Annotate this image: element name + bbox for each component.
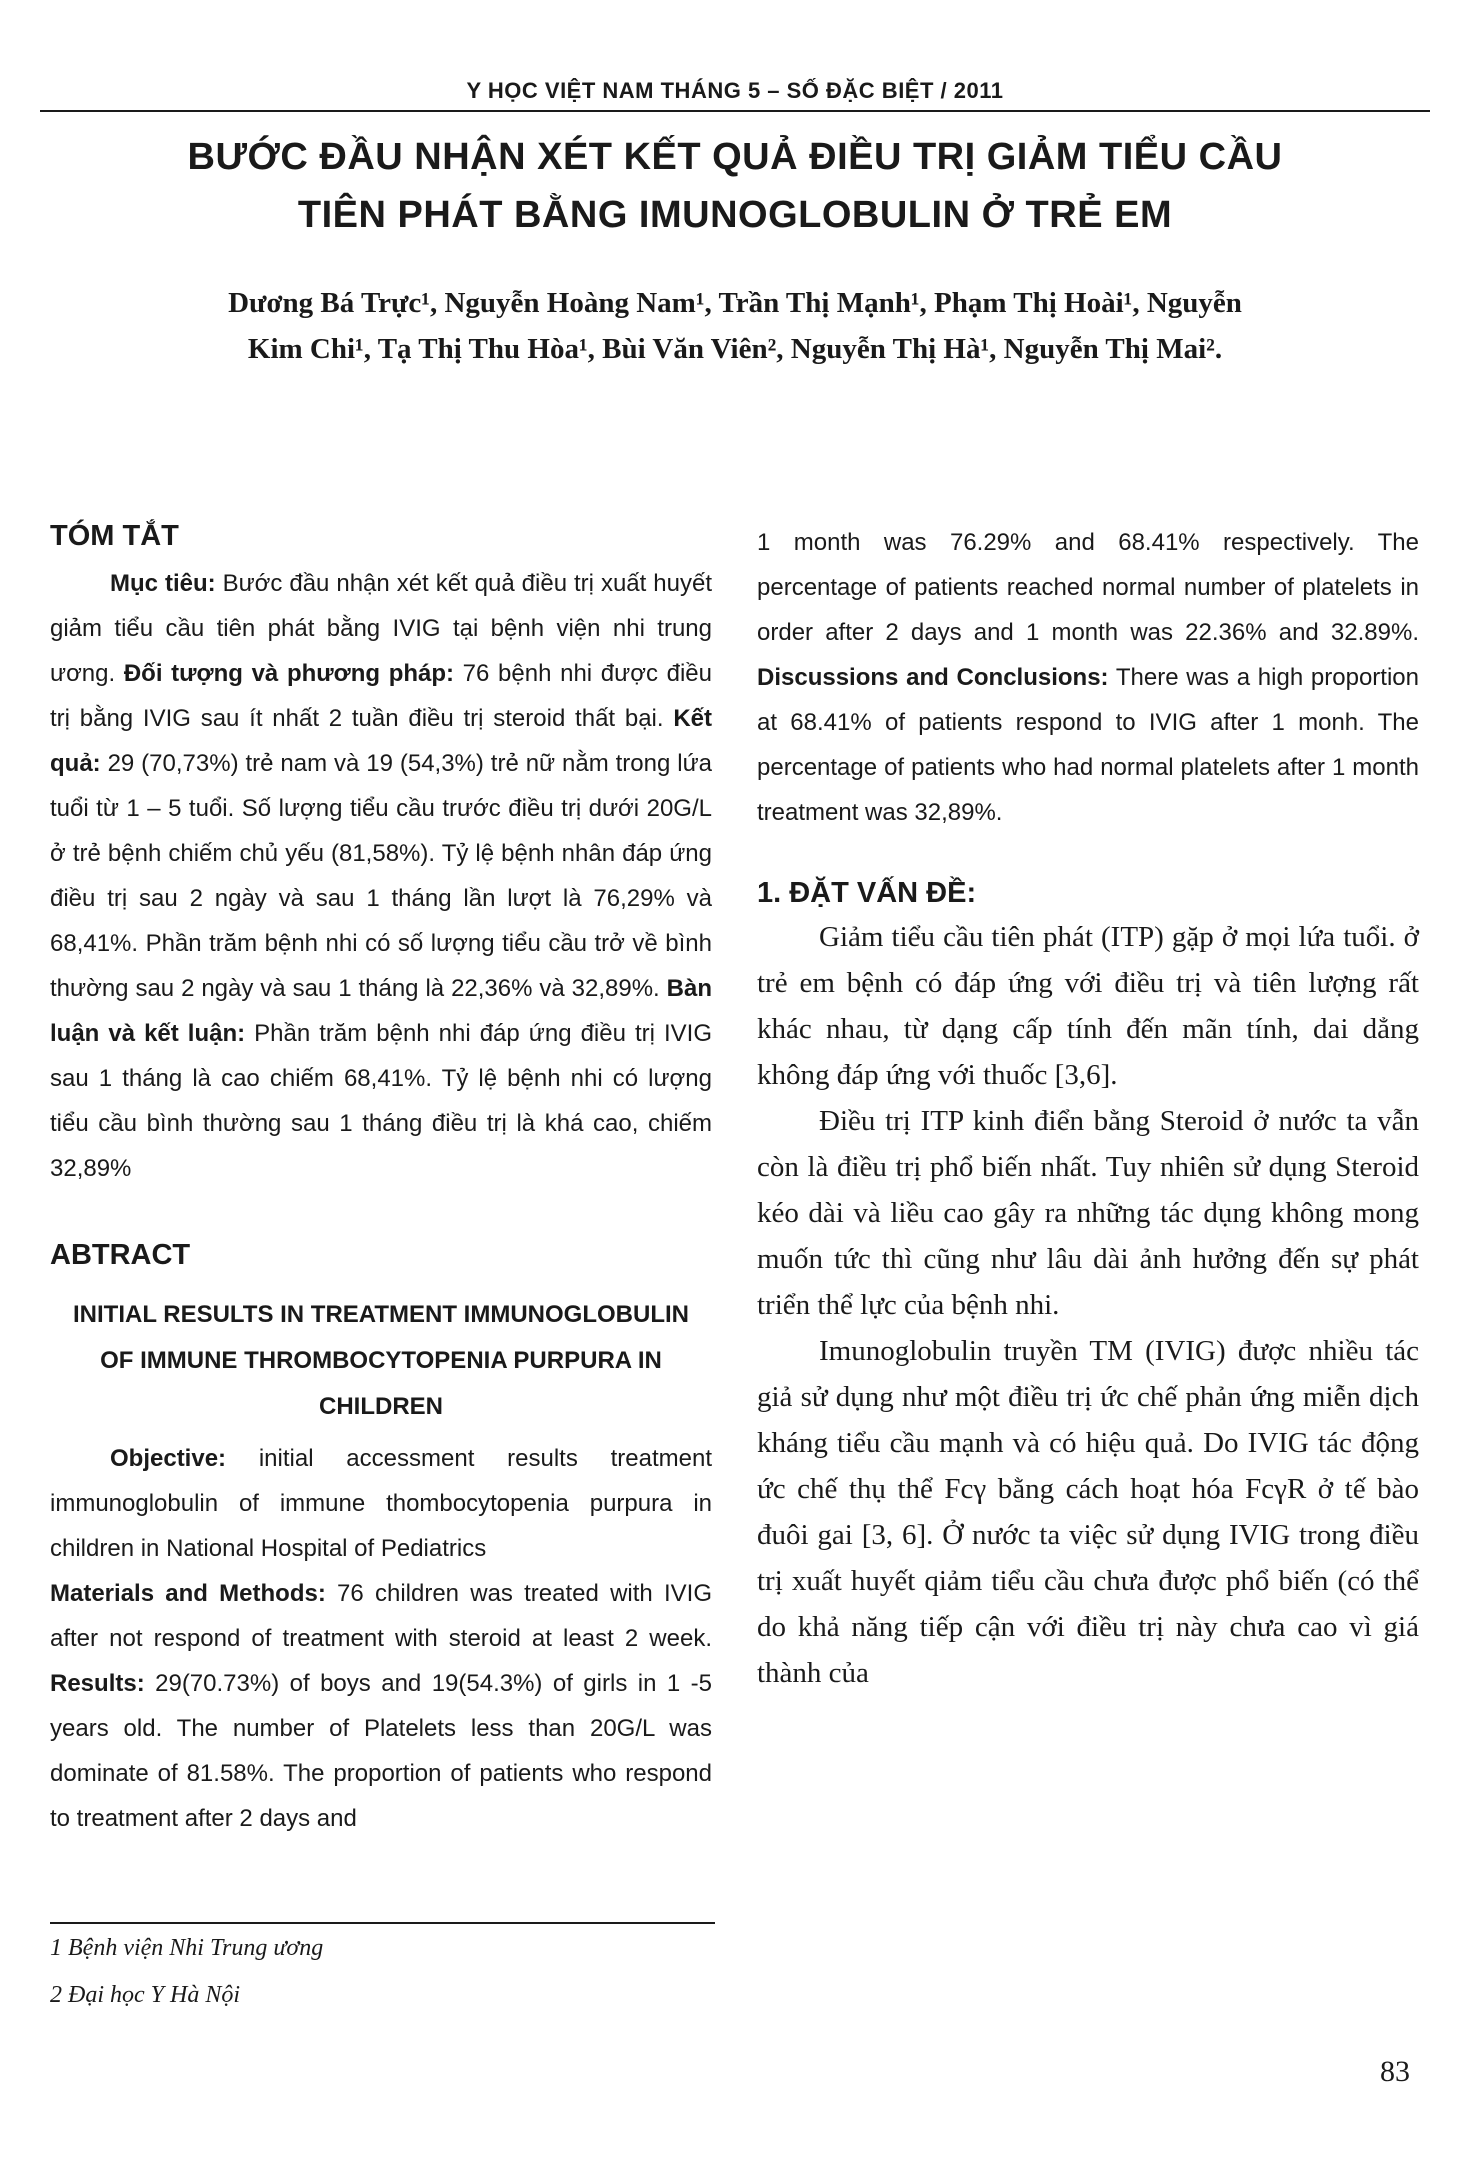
abstract-objective-text: initial accessment results treatment immunoglobulin of immune thombocytopenia purpura in children in National Hospital of Pediatrics [50,1445,712,1562]
section-1-heading: 1. ĐẶT VẤN ĐỀ: [757,877,977,909]
title-line-2: TIÊN PHÁT BẰNG IMUNOGLOBULIN Ở TRẺ EM [297,194,1173,236]
abstract-methods-results [50,1571,712,1841]
summary-objective-text: Bước đầu nhận xét kết quả điều trị xuất huyết giảm tiểu cầu tiên phát bằng IVIG tại bệnh viện nhi trung ương. [50,570,712,687]
section-1-para-1: Giảm tiểu cầu tiên phát (ITP) gặp ở mọi lứa tuổi. ở trẻ em bệnh có đáp ứng với điều trị và tiên lượng rất khác nhau, từ dạng cấp tính đến mãn tính, dai dẳng không đáp ứng với thuốc [3,6]. [757,921,1419,1091]
summary-methods-text: 76 bệnh nhi được điều trị bằng IVIG sau ít nhất 2 tuần điều trị steroid thất bại. [50,660,712,732]
abstract-title-line-2: OF IMMUNE THROMBOCYTOPENIA PURPURA IN [100,1347,662,1374]
abstract-title [50,1292,712,1430]
title-line-1: BƯỚC ĐẦU NHẬN XÉT KẾT QUẢ ĐIỀU TRỊ GIẢM TIỂU CẦU [187,136,1283,178]
summary-heading: TÓM TẮT [50,520,179,552]
section-1-para-3: Imunoglobulin truyền TM (IVIG) được nhiều tác giả sử dụng như một điều trị ức chế phản ứng miễn dịch kháng tiểu cầu mạnh và có hiệu quả. Do IVIG tác động ức chế thụ thể Fcγ bằng cách hoạt hóa FcγR ở tế bào đuôi gai [3, 6]. Ở nước ta việc sử dụng IVIG trong điều trị xuất huyết qiảm tiểu cầu chưa được phổ biến (có thể do khả năng tiếp cận với điều trị này chưa cao vì giá thành của [757,1335,1419,1689]
summary-results-label: Kết quả: [50,705,713,777]
abstract-objective [50,1436,712,1571]
section-1-para-2: Điều trị ITP kinh điển bằng Steroid ở nước ta vẫn còn là điều trị phổ biến nhất. Tuy nhiên sử dụng Steroid kéo dài và liều cao gây ra những tác dụng không mong muốn tức thì cũng như lâu dài ảnh hưởng đến sự phát triển thể lực của bệnh nhi. [757,1105,1419,1321]
journal-header: Y HỌC VIỆT NAM THÁNG 5 – SỐ ĐẶC BIỆT / 2011 [466,78,1004,103]
abstract-results-text-left: 29(70.73%) of boys and 19(54.3%) of girls in 1 -5 years old. The number of Platelets less than 20G/L was dominate of 81.58%. The proportion of patients who respond to treatment after 2 days and [50,1670,712,1832]
abstract-results-label: Results: [50,1670,145,1697]
footnote-2: 2 Đại học Y Hà Nội [50,1982,241,2008]
summary-vi-text [50,561,712,1191]
author-list [100,280,1370,372]
abstract-methods-text: 76 children was treated with IVIG after not respond of treatment with steroid at least 2 week. [50,1580,712,1652]
left-column [50,520,712,1841]
summary-objective-label: Mục tiêu: [110,570,216,597]
abstract-methods-label: Materials and Methods: [50,1580,326,1607]
summary-conclusion-label: Bàn luận và kết luận: [50,975,712,1047]
summary-methods-label: Đối tượng và phương pháp: [115,660,455,687]
authors-line-1: Dương Bá Trực¹, Nguyễn Hoàng Nam¹, Trần Thị Mạnh¹, Phạm Thị Hoài¹, Nguyễn [228,287,1242,319]
abstract-objective-label: Objective: [110,1445,227,1472]
abstract-conclusion-label: Discussions and Conclusions: [757,664,1109,691]
summary-conclusion-text: Phần trăm bệnh nhi đáp ứng điều trị IVIG sau 1 tháng là cao chiếm 68,41%. Tỷ lệ bệnh nhi có lượng tiểu cầu bình thường sau 1 tháng điều trị là khá cao, chiếm 32,89% [50,1020,712,1182]
footnote-1: 1 Bệnh viện Nhi Trung ương [50,1935,324,1961]
header-rule [40,110,1430,112]
right-column [757,520,1419,1696]
footnote-rule [50,1922,715,1924]
page-number: 83 [1380,2055,1410,2088]
paper-title [60,128,1410,244]
summary-results-text: 29 (70,73%) trẻ nam và 19 (54,3%) trẻ nữ nằm trong lứa tuổi từ 1 – 5 tuổi. Số lượng tiểu cầu trước điều trị dưới 20G/L ở trẻ bệnh chiếm chủ yếu (81,58%). Tỷ lệ bệnh nhân đáp ứng điều trị sau 2 ngày và sau 1 tháng lần lượt là 76,29% và 68,41%. Phần trăm bệnh nhi có số lượng tiểu cầu trở về bình thường sau 2 ngày và sau 1 tháng là 22,36% và 32,89%. [50,750,712,1002]
abstract-heading: ABTRACT [50,1239,191,1271]
abstract-title-line-1: INITIAL RESULTS IN TREATMENT IMMUNOGLOBULIN [73,1301,689,1328]
authors-line-2: Kim Chi¹, Tạ Thị Thu Hòa¹, Bùi Văn Viên², Nguyễn Thị Hà¹, Nguyễn Thị Mai². [247,333,1223,365]
abstract-title-line-3: CHILDREN [319,1393,443,1420]
abstract-conclusion-text: There was a high proportion at 68.41% of patients respond to IVIG after 1 monh. The percentage of patients who had normal platelets after 1 month treatment was 32,89%. [757,664,1419,826]
abstract-results-text-right: 1 month was 76.29% and 68.41% respectively. The percentage of patients reached normal number of platelets in order after 2 days and 1 month was 22.36% and 32.89%. [757,529,1419,646]
abstract-continued [757,520,1419,835]
